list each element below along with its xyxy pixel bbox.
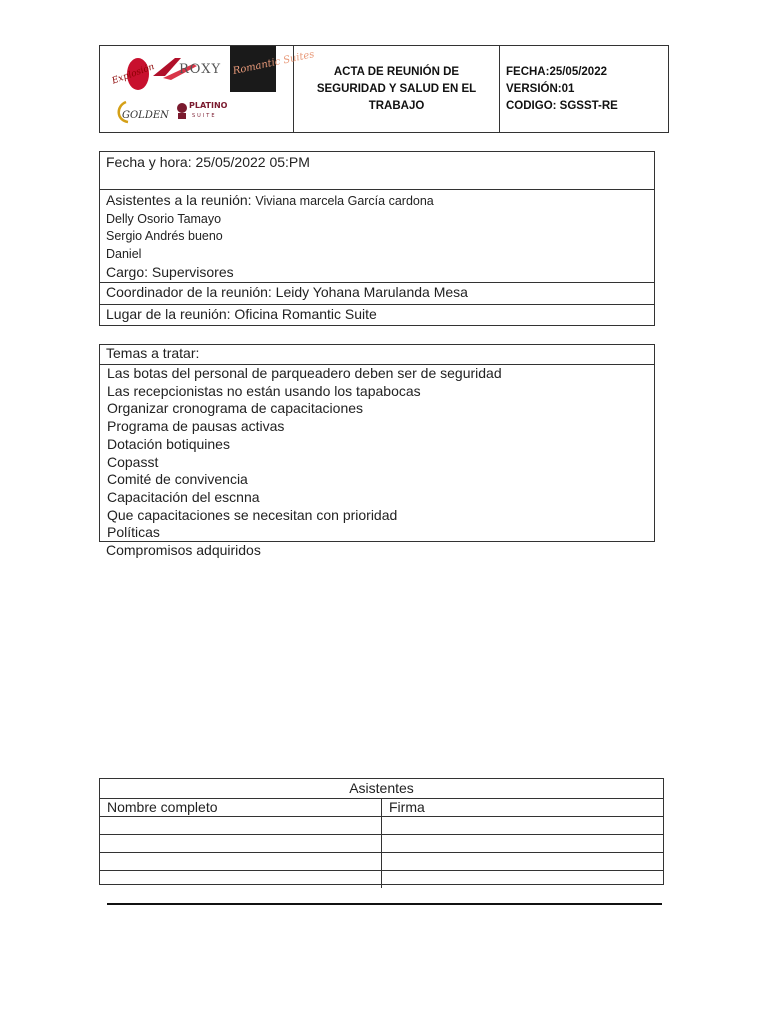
- topic-item: Comité de convivencia: [107, 471, 248, 488]
- logos-area: [100, 46, 316, 132]
- attendees-signature-table: [99, 778, 664, 885]
- name-cell[interactable]: [100, 871, 382, 888]
- topics-table: [99, 344, 655, 542]
- topic-item: Que capacitaciones se necesitan con prioridad: [107, 506, 398, 523]
- topic-item: Capacitación del escnna: [107, 488, 260, 505]
- topic-item: Las recepcionistas no están usando los tapabocas: [107, 382, 421, 399]
- column-header-signature: Firma: [382, 799, 663, 817]
- signature-cell[interactable]: [382, 853, 663, 871]
- topics-list: [100, 365, 654, 542]
- explosion-logo: [108, 52, 156, 92]
- romantic-logo: [230, 46, 316, 92]
- meeting-info-table: [99, 151, 655, 326]
- column-header-name: Nombre completo: [100, 799, 382, 817]
- topic-item: Programa de pausas activas: [107, 418, 285, 435]
- name-cell[interactable]: [100, 817, 382, 835]
- topic-item: Políticas: [107, 524, 160, 541]
- document-title: ACTA DE REUNIÓN DE SEGURIDAD Y SALUD EN EL TRABAJO: [294, 46, 500, 132]
- topic-item: Dotación botiquines: [107, 435, 230, 452]
- signature-line: [107, 903, 662, 905]
- coordinator-row: Coordinador de la reunión: Leidy Yohana Marulanda Mesa: [100, 283, 654, 305]
- location-row: Lugar de la reunión: Oficina Romantic Suite: [106, 306, 377, 322]
- attendee-name: Delly Osorio Tamayo: [106, 211, 222, 226]
- signature-cell[interactable]: [382, 817, 663, 835]
- platino-logo-text: PLATINO: [189, 101, 228, 110]
- attendees-row: [100, 190, 654, 283]
- document-date: FECHA:25/05/2022: [506, 65, 607, 78]
- commitments-label: Compromisos adquiridos: [106, 542, 261, 558]
- document-header: [99, 45, 669, 133]
- attendee-name: Viviana marcela García cardona: [255, 194, 434, 208]
- cargo-text: Cargo: Supervisores: [106, 264, 234, 280]
- golden-logo: [116, 98, 169, 126]
- attendees-grid: [100, 799, 663, 888]
- golden-logo-text: GOLDEN: [122, 110, 169, 121]
- platino-logo-sub: SUITE: [192, 113, 217, 119]
- topics-heading: Temas a tratar:: [100, 345, 654, 365]
- topic-item: Organizar cronograma de capacitaciones: [107, 400, 364, 417]
- signature-cell[interactable]: [382, 871, 663, 888]
- attendee-name: Daniel: [106, 246, 142, 261]
- topic-item: Las botas del personal de parqueadero deben ser de seguridad: [107, 365, 502, 381]
- romantic-logo-text: Romantic Suites: [231, 49, 316, 78]
- topic-item: Copasst: [107, 453, 159, 470]
- signature-cell[interactable]: [382, 835, 663, 853]
- document-version: VERSIÓN:01: [506, 82, 575, 95]
- roxy-logo-text: ROXY: [179, 62, 222, 77]
- date-time-row: Fecha y hora: 25/05/2022 05:PM: [100, 152, 654, 190]
- document-code: CODIGO: SGSST-RE: [506, 99, 618, 112]
- name-cell[interactable]: [100, 835, 382, 853]
- explosion-logo-text: Explosión: [110, 62, 156, 87]
- attendee-name: Sergio Andrés bueno: [106, 229, 223, 243]
- roxy-logo: [153, 56, 225, 82]
- name-cell[interactable]: [100, 853, 382, 871]
- attendees-table-title: Asistentes: [100, 779, 663, 799]
- document-meta: [500, 46, 668, 132]
- attendees-label: Asistentes a la reunión:: [106, 192, 252, 208]
- platino-logo: [176, 94, 228, 124]
